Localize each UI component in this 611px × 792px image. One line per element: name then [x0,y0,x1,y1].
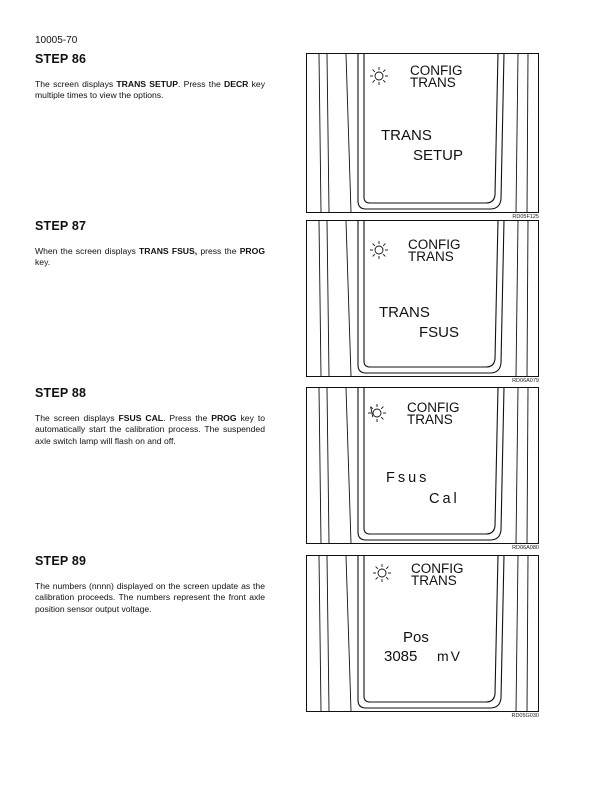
header-trans: TRANS [407,412,453,427]
step-title: STEP 88 [35,386,87,400]
display-illustration [306,220,539,377]
step-title: STEP 89 [35,554,87,568]
text-run: key. [35,257,51,268]
step-title: STEP 87 [35,219,87,233]
text-run-bold: TRANS SETUP [116,79,178,89]
text-run: The numbers (nnnn) displayed on the screen update as the calibration proceeds. The numbers represent the front axle position sensor output voltage. [35,581,265,614]
display-illustration [306,555,539,712]
text-run: When the screen displays [35,246,140,256]
display-figure-86 [306,53,539,220]
display-reading-unit: mV [437,648,462,664]
text-run: . Press the [163,413,212,423]
text-run: . Press the [177,79,225,89]
step-text [35,581,265,615]
text-run: key multiple times to view the options. [35,79,266,101]
page-number: 10005-70 [35,35,78,46]
display-line1: Pos [403,629,429,646]
header-config: CONFIG [408,237,461,252]
header-config: CONFIG [410,63,463,78]
figure-code: RD06A079 [512,378,539,384]
display-figure-87 [306,220,539,384]
text-run: press the [197,246,240,256]
step-87 [35,219,265,269]
display-line2: Cal [429,491,460,507]
step-89 [35,554,265,615]
header-config: CONFIG [407,400,460,415]
display-figure-88 [306,387,539,551]
header-trans: TRANS [408,249,454,264]
header-config: CONFIG [411,561,464,576]
display-line1: TRANS [379,304,430,321]
header-trans: TRANS [411,573,457,588]
figure-code: RD05F125 [512,214,539,220]
figure-code: RD05G030 [511,713,539,719]
figure-code: RD06A080 [512,545,539,551]
display-line1: TRANS [381,127,432,144]
step-text [35,246,265,269]
header-trans: TRANS [410,75,456,90]
display-illustration [306,53,539,213]
text-run-bold: TRANS FSUS, [139,246,198,256]
step-88 [35,386,265,447]
step-text [35,79,265,102]
step-text [35,413,265,447]
text-run-bold: DECR [224,79,249,89]
display-line2: SETUP [413,147,464,164]
text-run: The screen displays [35,413,119,423]
display-line2: FSUS [419,324,460,341]
step-86 [35,52,265,102]
text-run: The screen displays [35,79,117,89]
text-run-bold: FSUS CAL [118,413,164,423]
display-reading-value: 3085 [384,648,418,665]
text-run-bold: PROG [239,246,266,256]
display-figure-89 [306,555,539,719]
text-run: key to automatically start the calibration process. The suspended axle switch lamp will flash on and off. [35,413,265,446]
display-line1: Fsus [386,470,430,486]
step-title: STEP 86 [35,52,87,66]
text-run-bold: PROG [211,413,237,423]
display-illustration [306,387,539,544]
